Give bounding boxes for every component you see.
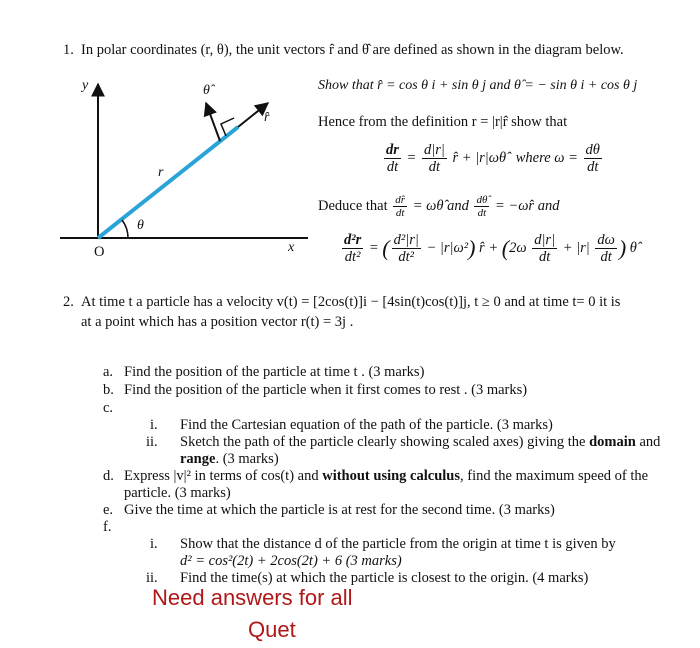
part-d-line2: particle. (3 marks): [124, 485, 231, 501]
part-d-line1: [124, 467, 648, 485]
eq2-lhs-num: d²r: [344, 232, 362, 248]
y-axis-label: y: [82, 78, 89, 93]
part-d-bold: without using calculus: [322, 468, 461, 484]
part-cii-line1: [180, 433, 660, 451]
eq2-lhs-den: dt²: [344, 249, 361, 265]
theta-hat-label: θ̂: [203, 83, 210, 98]
eq2-p2-num2: dω: [597, 232, 615, 248]
part-cii-text: Sketch the path of the particle clearly showing scaled axes) giving the: [180, 434, 586, 450]
eq2-equals: =: [368, 239, 379, 256]
deduce-a-rest: = ωθ̂: [412, 197, 444, 214]
eq1-t1-den: dt: [428, 159, 441, 175]
show-that-line: Show that r̂ = cos θ i + sin θ j and θ̂ = − sin θ i + cos θ j: [318, 78, 638, 93]
eq1-where: where ω =: [515, 149, 578, 166]
part-e-text: Give the time at which the particle is at rest for the second time. (3 marks): [124, 502, 555, 518]
eq1-equals: =: [406, 149, 417, 166]
eq2-p2-den: dt: [538, 249, 551, 265]
theta-label: θ: [137, 218, 144, 233]
part-e-label: e.: [103, 502, 114, 518]
part-ci-text: Find the Cartesian equation of the path of the particle. (3 marks): [180, 417, 553, 433]
part-d-text: Express |v|² in terms of cos(t) and: [124, 468, 319, 484]
part-fi-line2: d² = cos²(2t) + 2cos(2t) + 6 (3 marks): [180, 553, 402, 569]
deduce-b-num: dθ̂: [476, 194, 488, 206]
theta-arc: [122, 220, 128, 238]
part-cii-line2: [180, 450, 279, 468]
part-a-text: Find the position of the particle at time t . (3 marks): [124, 364, 425, 380]
eq1-lhs-den: dt: [386, 159, 399, 175]
x-axis-label: x: [288, 240, 295, 255]
theta-hat-arrow: [206, 103, 220, 141]
deduce-b-rest: = −ωr̂ and: [495, 197, 560, 214]
part-d-label: d.: [103, 468, 114, 484]
part-b-text: Find the position of the particle when it first comes to rest . (3 marks): [124, 382, 528, 398]
hence-line: Hence from the definition r = |r|r̂ show that: [318, 114, 568, 130]
origin-label: O: [94, 244, 105, 260]
deduce-and: and: [447, 197, 469, 214]
equation-dr-dt: [382, 142, 604, 175]
part-cii-label: ii.: [146, 434, 158, 450]
eq2-p2-mid: + |r|: [562, 239, 590, 256]
deduce-b-den: dt: [477, 207, 487, 219]
deduce-a-num: dr̂: [395, 194, 406, 206]
deduce-a-den: dt: [395, 207, 405, 219]
q1-intro: In polar coordinates (r, θ), the unit vectors r̂ and θ̂ are defined as shown in the diagram below.: [81, 42, 624, 58]
radius-line: [98, 127, 238, 238]
eq2-p1-den: dt²: [398, 249, 415, 265]
part-fi-label: i.: [150, 536, 158, 552]
eq2-mid: r̂ +: [479, 239, 502, 256]
eq2-p1-num: d²|r|: [393, 232, 419, 248]
part-fii-text: Find the time(s) at which the particle is closest to the origin. (4 marks): [180, 570, 589, 586]
eq2-p2-den2: dt: [600, 249, 612, 265]
part-a-label: a.: [103, 364, 114, 380]
part-cii-marks: . (3 marks): [215, 451, 279, 467]
eq1-w-num: dθ: [585, 142, 600, 158]
eq2-p2-num: d|r|: [534, 232, 556, 248]
part-ci-label: i.: [150, 417, 158, 433]
q2-line2: at a point which has a position vector r(t) = 3j .: [81, 314, 354, 330]
part-fi-line1: Show that the distance d of the particle from the origin at time t is given by: [180, 536, 616, 552]
deduce-prefix: Deduce that: [318, 197, 388, 214]
part-f-label: f.: [103, 519, 112, 535]
q2-number: 2.: [63, 294, 74, 310]
polar-diagram: [60, 70, 310, 270]
part-b-label: b.: [103, 382, 114, 398]
eq1-lhs-num: dr: [386, 142, 399, 158]
eq2-p2-pre: 2ω: [509, 239, 527, 256]
part-c-label: c.: [103, 400, 114, 416]
deduce-line: [318, 194, 559, 219]
q2-line1: At time t a particle has a velocity v(t) = [2cos(t)]i − [4sin(t)cos(t)]j, t ≥ 0 and at time t= 0 it is: [81, 294, 621, 310]
q1-number: 1.: [63, 42, 74, 58]
eq2-p1-rest: − |r|ω²: [426, 239, 469, 256]
eq2-end: θ̂: [629, 239, 637, 256]
note-line2: Quet: [248, 617, 296, 642]
eq1-t1-num: d|r|: [423, 142, 445, 158]
part-cii-and: and: [639, 434, 661, 450]
r-label: r: [158, 165, 164, 180]
equation-second-derivative: $\frac{\text{d²r}}{\text{dt²}}$ = ( $\frac{\text{d²|r|}}{\text{dt²}}$ − |r|ω²) r̂ + (2ω $\frac{d|r|}{dt}$ + |r| $\frac{d\omega}{dt}$ ) θ̂: [344, 232, 637, 265]
note-line1: Need answers for all: [152, 585, 353, 610]
eq1-mid: r̂ + |r|ωθ̂: [452, 149, 507, 166]
eq1-w-den: dt: [587, 159, 599, 175]
part-cii-domain: domain: [589, 434, 636, 450]
part-cii-range: range: [180, 451, 216, 467]
part-d-text2: , find the maximum speed of the: [460, 468, 649, 484]
r-hat-label: r̂: [264, 110, 270, 125]
part-fii-label: ii.: [146, 570, 158, 586]
